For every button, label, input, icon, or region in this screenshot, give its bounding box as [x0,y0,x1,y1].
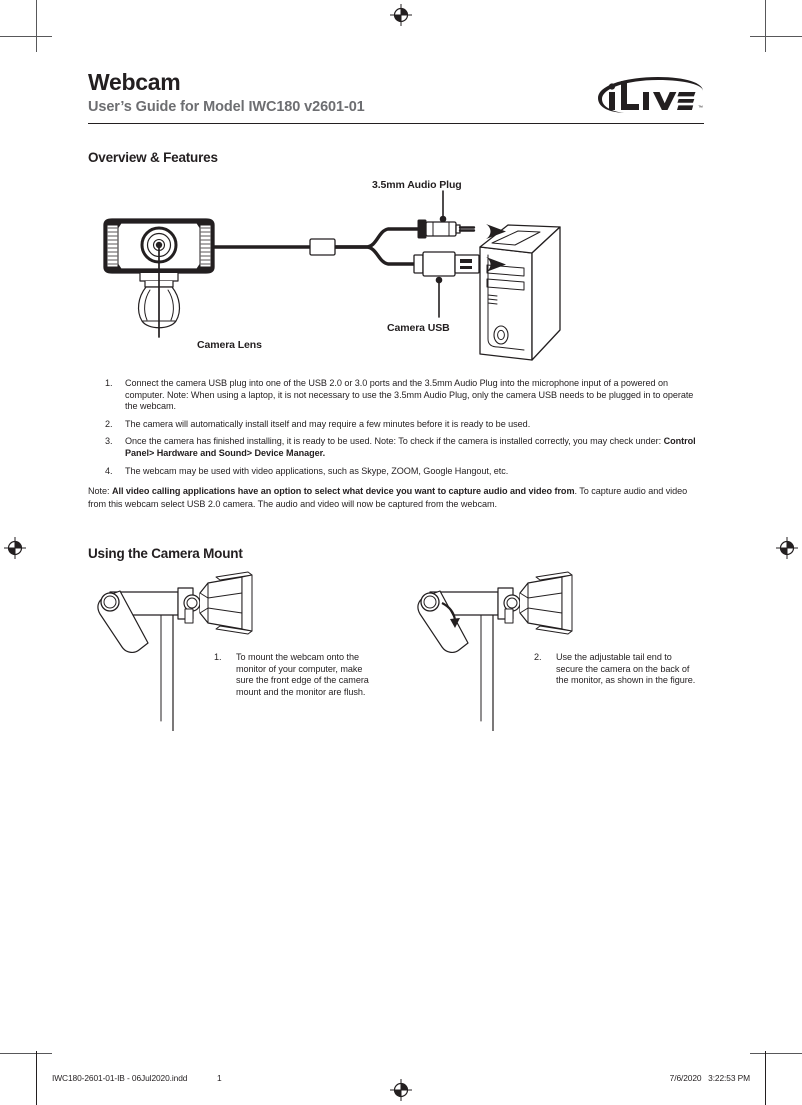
masthead [88,70,704,142]
mount-figures-row [88,571,704,731]
page-subtitle: User’s Guide for Model IWC180 v2601-01 [88,99,365,115]
setup-step-number: 4. [105,465,113,476]
footer-page-number: 1 [217,1073,222,1083]
mount-caption-2 [534,652,696,687]
audio-connector [418,220,474,238]
footer-timestamp: 7/6/2020 3:22:53 PM [669,1073,750,1083]
setup-step-number: 1. [105,378,113,388]
setup-step-text: Once the camera has finished installing, it is ready to be used. Note: To check if the camera is installed correctly, you may check under: Control Panel> Hardware and Sound> Device Manager. [125,436,696,458]
footer-rule-left [36,1051,37,1105]
footer-rule-right [765,1051,766,1105]
setup-step-text: The camera will automatically install itself and may require a few minutes before it is ready to be used. [125,418,531,429]
crop-mark-top-right-horizontal [750,36,802,37]
section-heading-mount: Using the Camera Mount [88,545,243,561]
setup-step [88,436,704,459]
svg-text:™: ™ [698,105,703,111]
setup-steps-list [88,378,704,477]
callout-camera-lens: Camera Lens [197,339,262,351]
section-heading-overview: Overview & Features [88,150,218,165]
footer-file-name: IWC180-2601-01-IB - 06Jul2020.indd [52,1073,188,1083]
page-content [88,70,704,731]
mount-caption-2-number: 2. [534,651,542,662]
print-footer [0,1051,802,1105]
crop-mark-top-left-horizontal [0,36,52,37]
camera-mount-figure-2 [410,571,585,731]
crop-mark-top-left-vertical [36,0,37,52]
page-title: Webcam [88,69,181,95]
mount-caption-2-text: Use the adjustable tail end to secure the camera on the back of the monitor, as shown in the figure. [556,651,696,686]
callout-audio-plug: 3.5mm Audio Plug [372,179,462,191]
registration-target-left-middle [4,537,26,559]
video-calling-note: Note: All video calling applications have an option to select what device you want to capture audio and video from. To capture audio and video from this webcam select USB 2.0 camera. The audio and video will now be captured from the webcam. [88,486,688,509]
registration-target-right-middle [776,537,798,559]
setup-step [88,466,704,478]
setup-step-number: 3. [105,436,113,447]
desktop-computer-tower [480,225,560,360]
callout-camera-usb: Camera USB [387,322,450,334]
setup-step-number: 2. [105,418,113,429]
header-divider [88,123,704,124]
camera-mount-section [88,546,704,731]
usb-connector [414,252,479,276]
mount-caption-1-number: 1. [214,651,222,662]
registration-target-top-center [390,4,412,26]
setup-step-text: Connect the camera USB plug into one of the USB 2.0 or 3.0 ports and the 3.5mm Audio Plug into the microphone input of a powered on computer. Note: When using a laptop, it is not necessary to use the 3.5mm Audio Plug, only the camera USB needs to be plugged in to operate the webcam. [125,378,694,412]
crop-mark-top-right-vertical [765,0,766,52]
setup-step [88,419,704,431]
webcam-connection-diagram [88,169,704,375]
mount-caption-1-text: To mount the webcam onto the monitor of your computer, make sure the front edge of the camera mount and the monitor are flush. [236,651,369,697]
ilive-logo [582,72,706,120]
setup-step [88,378,704,413]
mount-caption-1 [214,652,376,698]
camera-mount-figure-1 [90,571,265,731]
setup-step-text: The webcam may be used with video applications, such as Skype, ZOOM, Google Hangout, etc. [125,465,509,476]
